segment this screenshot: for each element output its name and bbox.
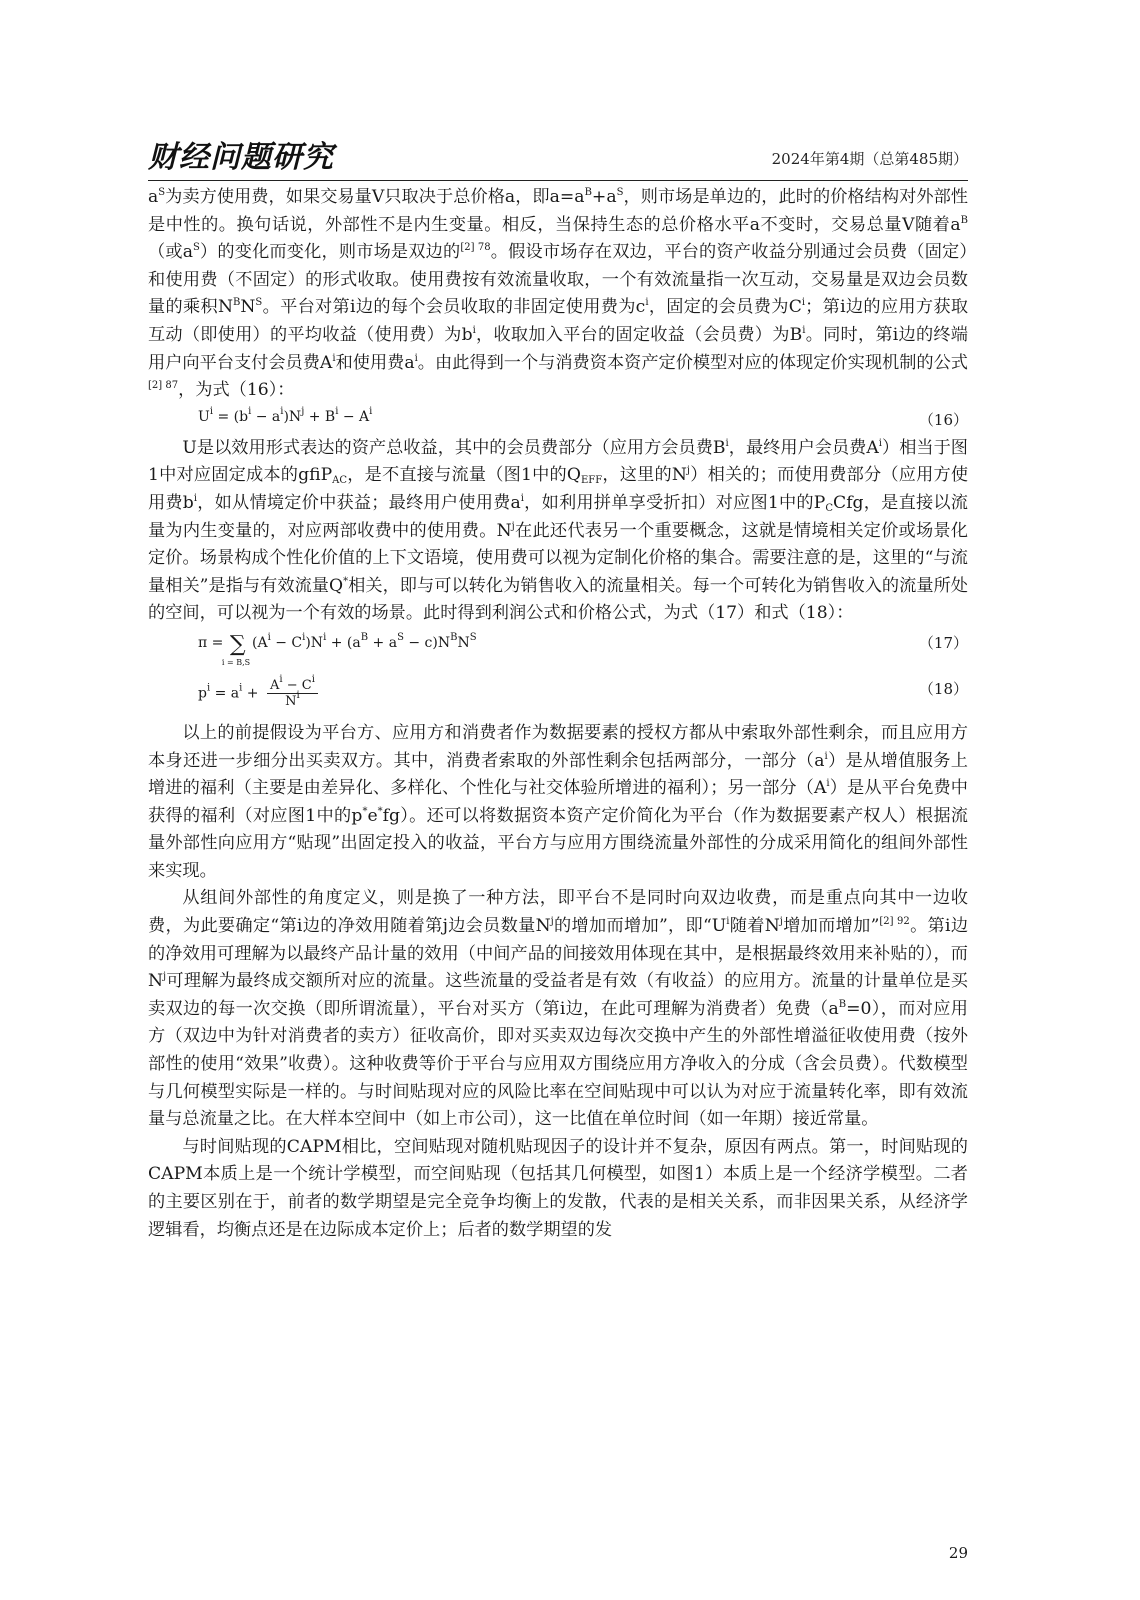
header-rule	[148, 180, 968, 181]
paragraph-4: 从组间外部性的角度定义，则是换了一种方法，即平台不是同时向双边收费，而是重点向其中一边收费，为此要确定“第i边的净效用随着第j边会员数量$N^j$的增加而增加”，即“$U^i$随着$N^j$增加而增加”$^{[2] 92}$。第i边的净效用可理解为以最终产品计量的效用（中间产品的间接效用体现在其中，是根据最终效用来补贴的），而$N^j$可理解为最终成交额所对应的流量。这些流量的受益者是有效（有收益）的应用方。流量的计量单位是买卖双边的每一次交换（即所谓流量），平台对买方（第i边，在此可理解为消费者）免费$(a^B=0)$，而对应用方（双边中为针对消费者的卖方）征收高价，即对买卖双边每次交换中产生的外部性增溢征收使用费（按外部性的使用“效果”收费）。这种收费等价于平台与应用双方围绕应用方净收入的分成（含会员费）。代数模型与几何模型实际是一样的。与时间贴现对应的风险比率在空间贴现中可以认为对应于流量转化率，即有效流量与总流量之比。在大样本空间中（如上市公司），这一比值在单位时间（如一年期）接近常量。	[148, 888, 969, 1130]
article-body	[148, 184, 968, 1244]
page-number: 29	[948, 1544, 968, 1562]
equation-16-formula: $U^i = (b^i - a^i)N^j + B^i - A^i$	[198, 405, 373, 425]
equation-18-formula: $p^i = a^i$ + $\frac{A^i - C^i}{N^i}$	[198, 678, 318, 709]
issue-info: 2024年第4期（总第485期）	[771, 150, 968, 168]
equation-18	[148, 674, 968, 720]
equation-17-number: （17）	[918, 633, 968, 652]
paragraph-3: 以上的前提假设为平台方、应用方和消费者作为数据要素的授权方都从中索取外部性剩余，而且应用方本身还进一步细分出买卖双方。其中，消费者索取的外部性剩余包括两部分，一部分$(a^i)$是从增值服务上增进的福利（主要是由差异化、多样化、个性化与社交体验所增进的福利）；另一部分$(A^i)$是从平台免费中获得的福利（对应图1中的p*e*fg）。还可以将数据资本资产定价简化为平台（作为数据要素产权人）根据流量外部性向应用方“贴现”出固定投入的收益，平台方与应用方围绕流量外部性的分成采用简化的组间外部性来实现。	[148, 722, 968, 881]
equation-17	[148, 628, 968, 674]
equation-18-number: （18）	[918, 679, 968, 698]
paragraph-5: 与时间贴现的CAPM相比，空间贴现对随机贴现因子的设计并不复杂，原因有两点。第一，时间贴现的CAPM本质上是一个统计学模型，而空间贴现（包括其几何模型，如图1）本质上是一个经济学模型。二者的主要区别在于，前者的数学期望是完全竞争均衡上的发散，代表的是相关关系，而非因果关系，从经济学逻辑看，均衡点还是在边际成本定价上；后者的数学期望的发	[148, 1136, 968, 1240]
equation-16-number: （16）	[918, 410, 968, 429]
page-header	[148, 132, 968, 176]
paragraph-2: U是以效用形式表达的资产总收益，其中的会员费部分（应用方会员费$B^i$，最终用户会员费$A^i$）相当于图1中对应固定成本的gfiP$_{AC}$，是不直接与流量（图1中的$Q_{EFF}$，这里的$N^j$）相关的；而使用费部分（应用方使用费$b^i$，如从情境定价中获益；最终用户使用费$a^i$，如利用拼单享受折扣）对应图1中的$P_CCfg$，是直接以流量为内生变量的，对应两部收费中的使用费。$N^j$在此还代表另一个重要概念，这就是情境相关定价或场景化定价。场景构成个性化价值的上下文语境，使用费可以视为定制化价格的集合。需要注意的是，这里的“与流量相关”是指与有效流量Q*相关，即与可以转化为销售收入的流量相关。每一个可转化为销售收入的流量所处的空间，可以视为一个有效的场景。此时得到利润公式和价格公式，为式（17）和式（18）：	[148, 437, 969, 624]
equation-17-formula: π = ∑ i = B,S $(A^i - C^i)N^i + (a^B + a^S - c)N^BN^S$	[198, 631, 477, 667]
paragraph-1: $a^S$为卖方使用费，如果交易量V只取决于总价格a，即$a=a^B+a^S$，则市场是单边的，此时的价格结构对外部性是中性的。换句话说，外部性不是内生变量。相反，当保持生态的总价格水平a不变时，交易总量V随着$a^B$（或$a^S$）的变化而变化，则市场是双边的$^{[2] 78}$。假设市场存在双边，平台的资产收益分别通过会员费（固定）和使用费（不固定）的形式收取。使用费按有效流量收取，一个有效流量指一次互动，交易量是双边会员数量的乘积$N^BN^S$。平台对第i边的每个会员收取的非固定使用费为$c^i$，固定的会员费为$C^i$；第i边的应用方获取互动（即使用）的平均收益（使用费）为$b^i$，收取加入平台的固定收益（会员费）为$B^i$。同时，第i边的终端用户向平台支付会员费$A^i$和使用费$a^i$。由此得到一个与消费资本资产定价模型对应的体现定价实现机制的公式$^{[2] 87}$，为式（16）：	[148, 187, 969, 401]
equation-16	[148, 405, 968, 435]
journal-logo: 财经问题研究	[148, 140, 334, 175]
